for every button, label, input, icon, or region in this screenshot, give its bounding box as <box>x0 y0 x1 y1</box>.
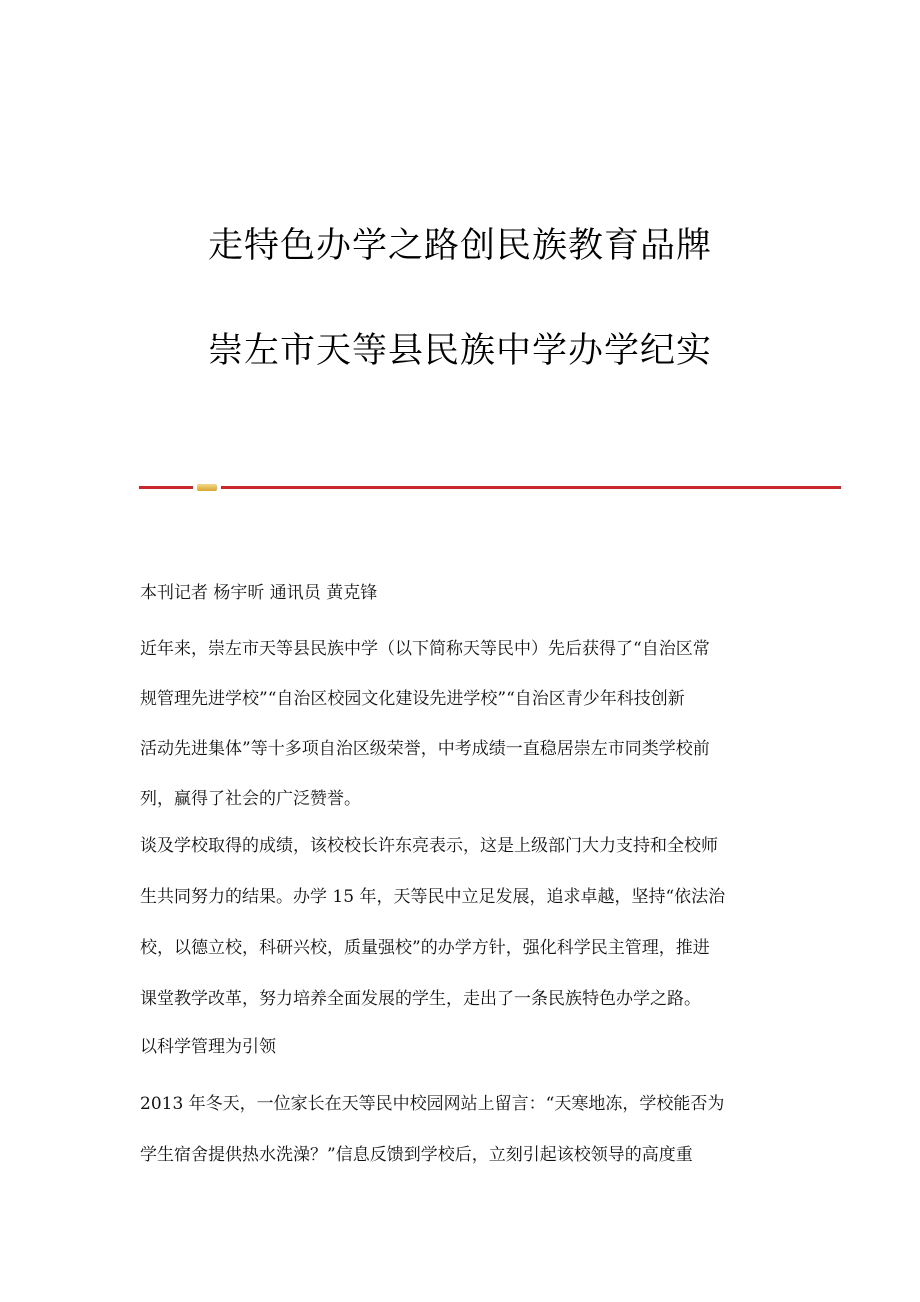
divider-bar-left <box>139 486 193 489</box>
article-subtitle: 崇左市天等县民族中学办学纪实 <box>207 331 712 371</box>
paragraph-line: 近年来，崇左市天等县民族中学（以下简称天等民中）先后获得了“自治区常 <box>140 639 710 659</box>
article-title: 走特色办学之路创民族教育品牌 <box>207 226 712 266</box>
paragraph-line: 课堂教学改革，努力培养全面发展的学生，走出了一条民族特色办学之路。 <box>140 989 701 1009</box>
section-heading-text: 以科学管理为引领 <box>140 1037 276 1057</box>
decorative-divider <box>139 484 841 492</box>
divider-ornament-icon <box>197 484 217 491</box>
paragraph-line: 2013 年冬天，一位家长在天等民中校园网站上留言：“天寒地冻，学校能否为 <box>140 1094 725 1114</box>
paragraph-line: 列，赢得了社会的广泛赞誉。 <box>140 789 361 809</box>
paragraph-line: 学生宿舍提供热水洗澡？”信息反馈到学校后，立刻引起该校领导的高度重 <box>140 1145 693 1165</box>
paragraph-line: 校，以德立校，科研兴校，质量强校”的办学方针，强化科学民主管理，推进 <box>140 938 710 958</box>
paragraph-line: 谈及学校取得的成绩，该校校长许东亮表示，这是上级部门大力支持和全校师 <box>140 836 718 856</box>
divider-bar-right <box>221 486 841 489</box>
paragraph-line: 活动先进集体”等十多项自治区级荣誉，中考成绩一直稳居崇左市同类学校前 <box>140 739 710 759</box>
paragraph-line: 生共同努力的结果。办学 15 年，天等民中立足发展，追求卓越，坚持“依法治 <box>140 887 726 907</box>
byline-text: 本刊记者 杨宇昕 通讯员 黄克锋 <box>140 583 378 603</box>
paragraph-line: 规管理先进学校”“自治区校园文化建设先进学校”“自治区青少年科技创新 <box>140 689 685 709</box>
